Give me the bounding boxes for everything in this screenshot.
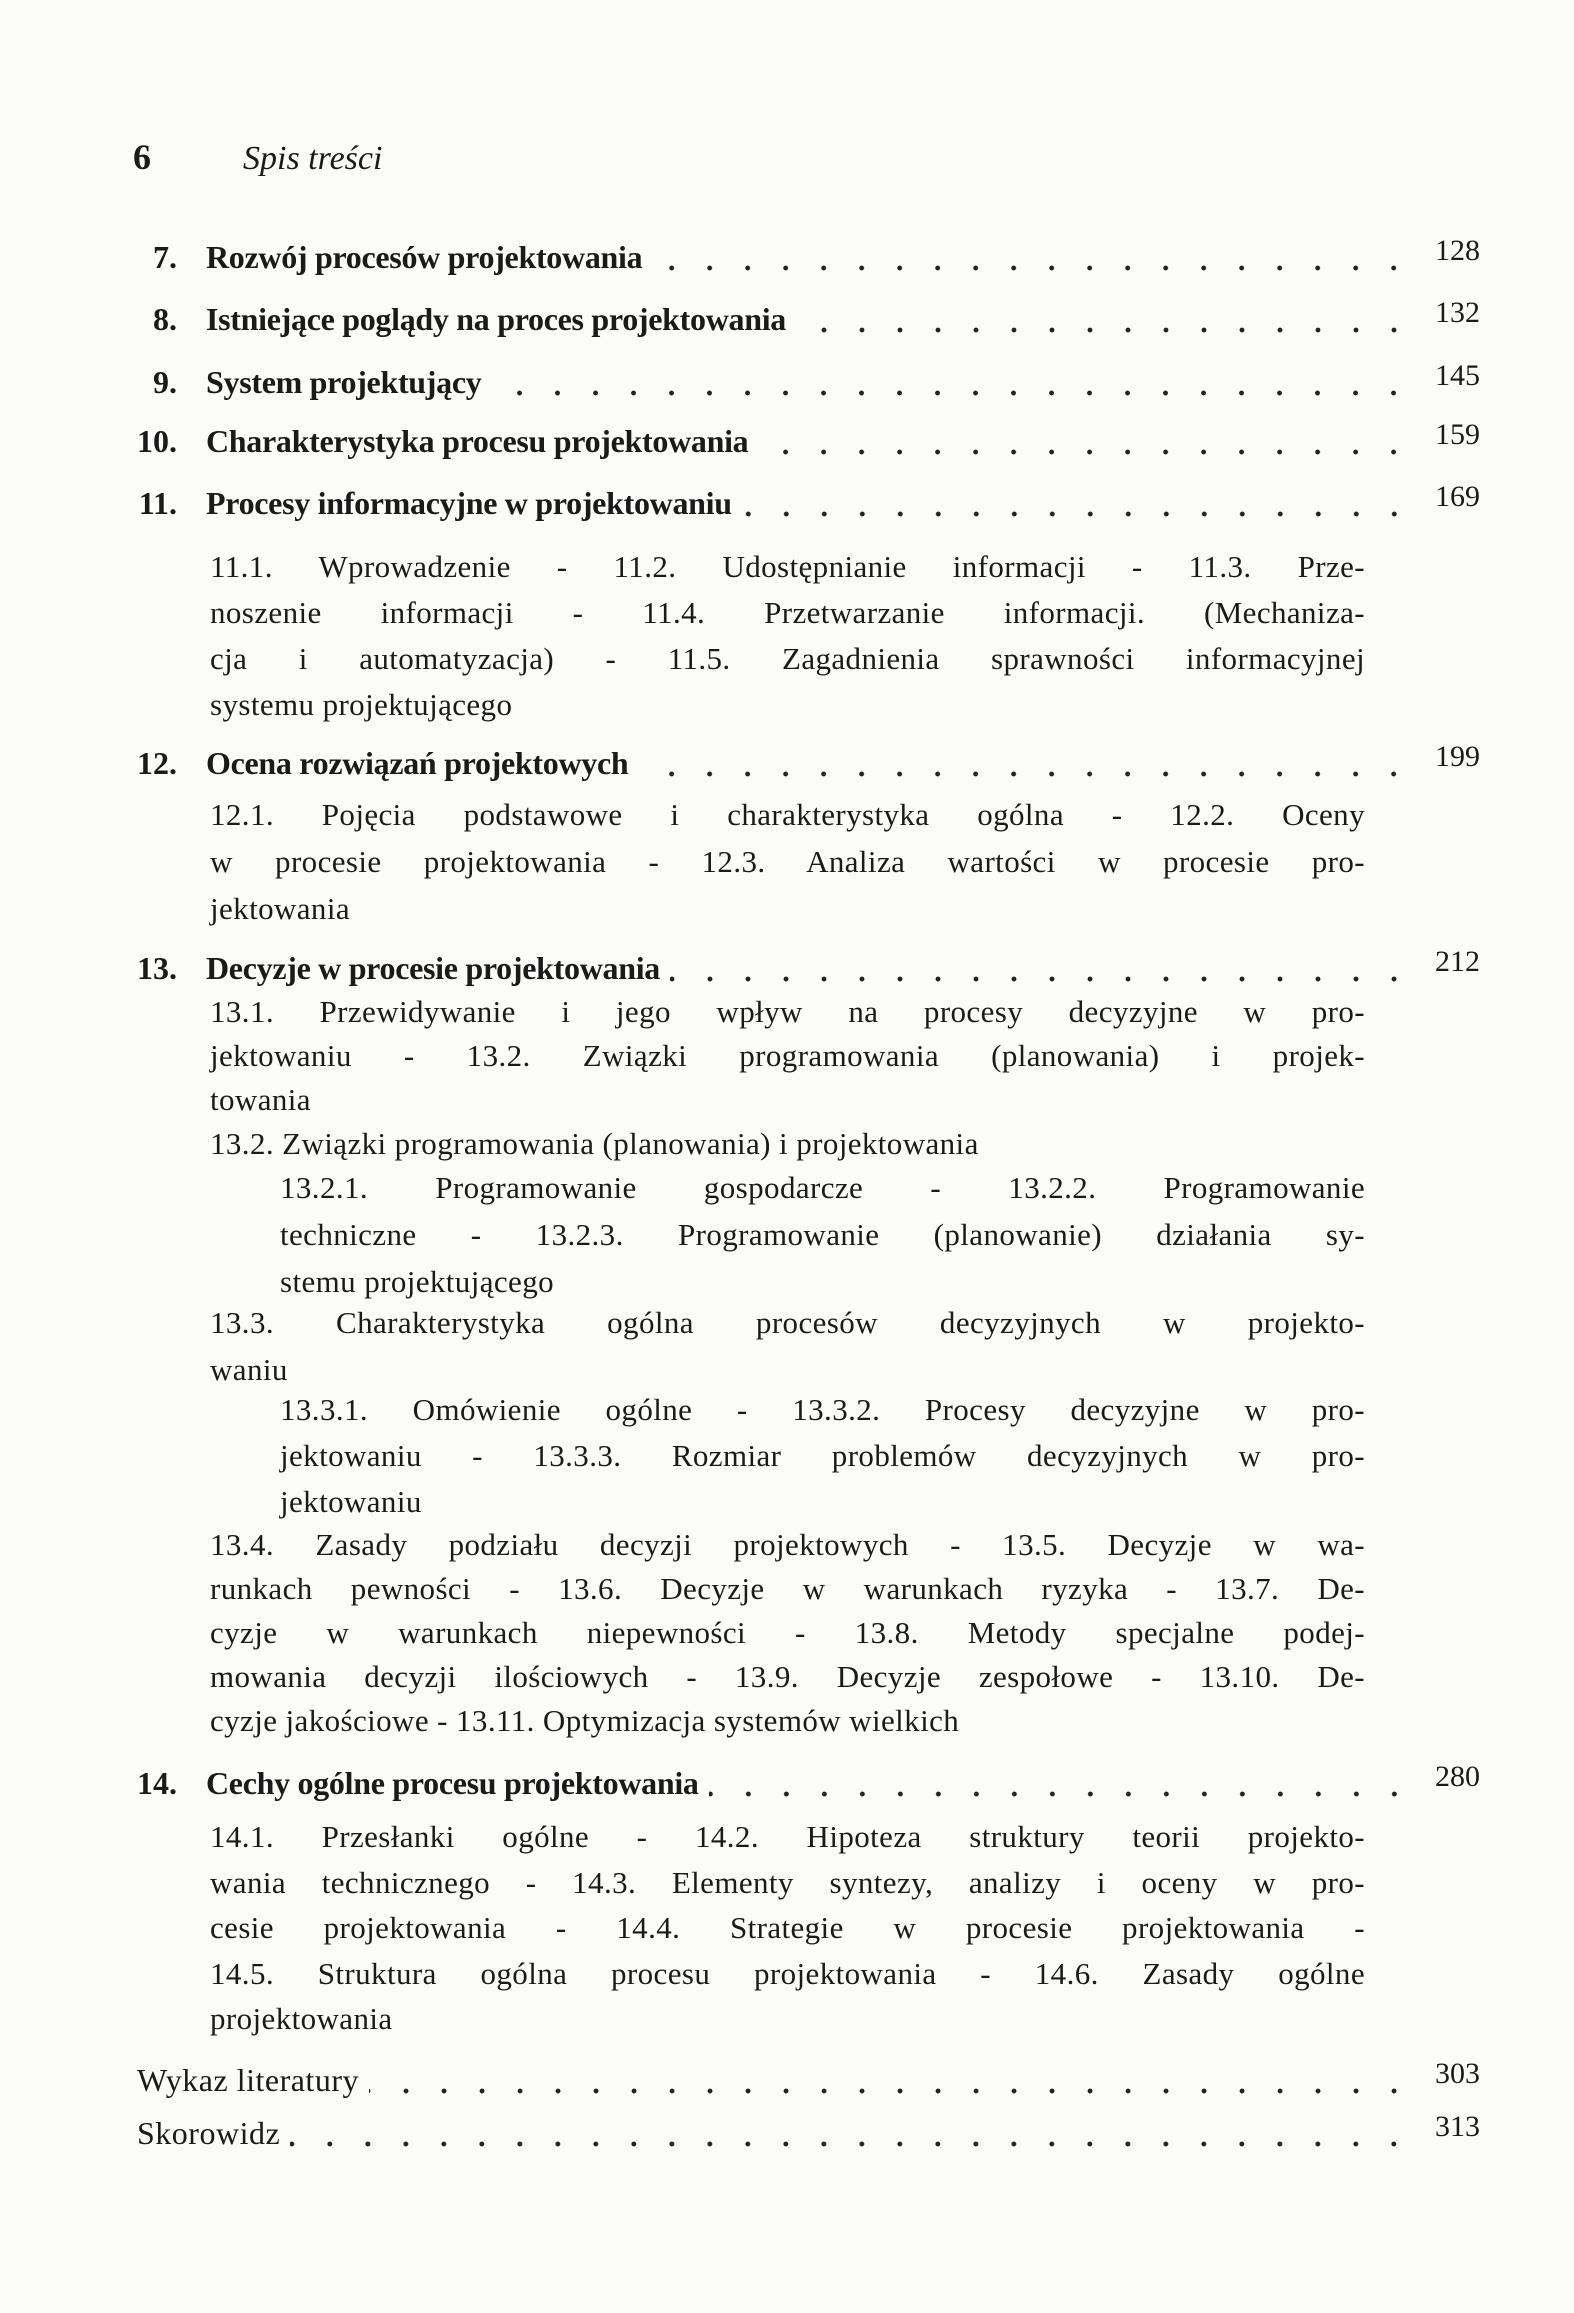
chapter-title[interactable]: Istniejące poglądy na proces projektowania: [206, 301, 787, 337]
back-matter-entry[interactable]: [120, 2111, 1480, 2155]
dot-leader: [638, 741, 1413, 785]
page-reference: 212: [1435, 945, 1480, 978]
section-line: mowania decyzji ilościowych - 13.9. Decyzje zespołowe - 13.10. De-: [210, 1659, 1365, 1694]
page-reference: 169: [1435, 480, 1480, 513]
toc-entry[interactable]: [120, 481, 1480, 525]
section-list: [210, 544, 1365, 728]
page-reference: 145: [1435, 359, 1480, 392]
section-line: jektowaniu - 13.3.3. Rozmiar problemów decyzyjnych w pro-: [280, 1438, 1365, 1473]
dot-leader: [491, 360, 1413, 404]
page-reference: 303: [1435, 2057, 1480, 2090]
section-line: jektowania: [210, 891, 351, 926]
section-list: [210, 1299, 1365, 1393]
section-line: systemu projektującego: [210, 687, 513, 722]
section-line: cja i automatyzacja) - 11.5. Zagadnienia sprawności informacyjnej: [210, 641, 1365, 676]
chapter-title[interactable]: Charakterystyka procesu projektowania: [206, 423, 749, 459]
page-reference: 159: [1435, 418, 1480, 451]
chapter-number: 7.: [153, 239, 177, 275]
section-line: jektowaniu - 13.2. Związki programowania (planowania) i projek-: [210, 1038, 1365, 1073]
section-line: 14.1. Przesłanki ogólne - 14.2. Hipoteza struktury teorii projekto-: [210, 1819, 1365, 1854]
section-list: [210, 1122, 1365, 1166]
chapter-title[interactable]: Procesy informacyjne w projektowaniu: [206, 485, 732, 521]
section-line: noszenie informacji - 11.4. Przetwarzanie informacji. (Mechaniza-: [210, 595, 1365, 630]
section-line: 13.3.1. Omówienie ogólne - 13.3.2. Procesy decyzyjne w pro-: [280, 1392, 1365, 1427]
section-list: [210, 1523, 1365, 1743]
section-line: projektowania: [210, 2001, 393, 2036]
page-number: 6: [133, 137, 151, 177]
back-matter-title[interactable]: Wykaz literatury: [137, 2062, 359, 2098]
dot-leader: [290, 2111, 1413, 2155]
section-line: 13.3. Charakterystyka ogólna procesów decyzyjnych w projekto-: [210, 1305, 1365, 1340]
toc-entry[interactable]: [120, 741, 1480, 785]
toc-entry[interactable]: [120, 419, 1480, 463]
section-line: 13.1. Przewidywanie i jego wpływ na procesy decyzyjne w pro-: [210, 994, 1365, 1029]
chapter-number: 14.: [137, 1765, 177, 1801]
dot-leader: [709, 1761, 1413, 1805]
page-reference: 280: [1435, 1760, 1480, 1793]
dot-leader: [670, 946, 1413, 990]
section-line: cesie projektowania - 14.4. Strategie w procesie projektowania -: [210, 1910, 1365, 1945]
section-line: wania technicznego - 14.3. Elementy syntezy, analizy i oceny w pro-: [210, 1864, 1365, 1900]
section-list: [280, 1387, 1365, 1525]
section-line: stemu projektującego: [280, 1264, 554, 1299]
section-line: techniczne - 13.2.3. Programowanie (planowanie) działania sy-: [280, 1217, 1365, 1252]
chapter-title[interactable]: Rozwój procesów projektowania: [206, 239, 643, 275]
chapter-number: 9.: [153, 364, 177, 400]
section-line: runkach pewności - 13.6. Decyzje w warunkach ryzyka - 13.7. De-: [210, 1571, 1365, 1606]
section-line: 12.1. Pojęcia podstawowe i charakterystyka ogólna - 12.2. Oceny: [210, 797, 1365, 832]
dot-leader: [369, 2058, 1413, 2102]
page-reference: 313: [1435, 2110, 1480, 2143]
section-list: [210, 791, 1365, 932]
section-line: cyzje w warunkach niepewności - 13.8. Metody specjalne podej-: [210, 1615, 1365, 1650]
chapter-number: 8.: [153, 301, 177, 337]
chapter-number: 11.: [138, 485, 177, 521]
page-reference: 132: [1435, 296, 1480, 329]
page-reference: 128: [1435, 234, 1480, 267]
chapter-number: 10.: [137, 423, 177, 459]
section-line: 11.1. Wprowadzenie - 11.2. Udostępnianie informacji - 11.3. Prze-: [210, 549, 1365, 584]
chapter-number: 13.: [137, 950, 177, 986]
section-list: [210, 1814, 1365, 2042]
section-line: cyzje jakościowe - 13.11. Optymizacja systemów wielkich: [210, 1703, 960, 1738]
dot-leader: [758, 419, 1413, 463]
dot-leader: [796, 297, 1413, 341]
toc-entry[interactable]: [120, 360, 1480, 404]
toc-entry[interactable]: [120, 297, 1480, 341]
chapter-title[interactable]: System projektujący: [206, 364, 482, 400]
toc-entry[interactable]: [120, 235, 1480, 279]
dot-leader: [652, 235, 1413, 279]
section-line: 13.4. Zasady podziału decyzji projektowych - 13.5. Decyzje w wa-: [210, 1527, 1365, 1562]
dot-leader: [742, 481, 1413, 525]
section-line: towania: [210, 1082, 311, 1117]
section-line: 14.5. Struktura ogólna procesu projektowania - 14.6. Zasady ogólne: [210, 1955, 1365, 1991]
toc-entry[interactable]: [120, 1761, 1480, 1805]
chapter-title[interactable]: Cechy ogólne procesu projektowania: [206, 1765, 699, 1801]
section-list: [280, 1164, 1365, 1305]
chapter-number: 12.: [137, 745, 177, 781]
chapter-title[interactable]: Decyzje w procesie projektowania: [206, 950, 660, 986]
toc-entry[interactable]: [120, 946, 1480, 990]
back-matter-entry[interactable]: [120, 2058, 1480, 2102]
section-line: 13.2.1. Programowanie gospodarcze - 13.2.2. Programowanie: [280, 1170, 1365, 1205]
chapter-title[interactable]: Ocena rozwiązań projektowych: [206, 745, 629, 781]
section-line: 13.2. Związki programowania (planowania) i projektowania: [210, 1126, 979, 1161]
back-matter-title[interactable]: Skorowidz: [137, 2115, 281, 2151]
section-line: jektowaniu: [280, 1484, 422, 1519]
page-reference: 199: [1435, 740, 1480, 773]
running-header-title: Spis treści: [243, 140, 383, 177]
section-line: w procesie projektowania - 12.3. Analiza wartości w procesie pro-: [210, 844, 1365, 879]
section-line: waniu: [210, 1352, 288, 1387]
section-list: [210, 990, 1365, 1122]
